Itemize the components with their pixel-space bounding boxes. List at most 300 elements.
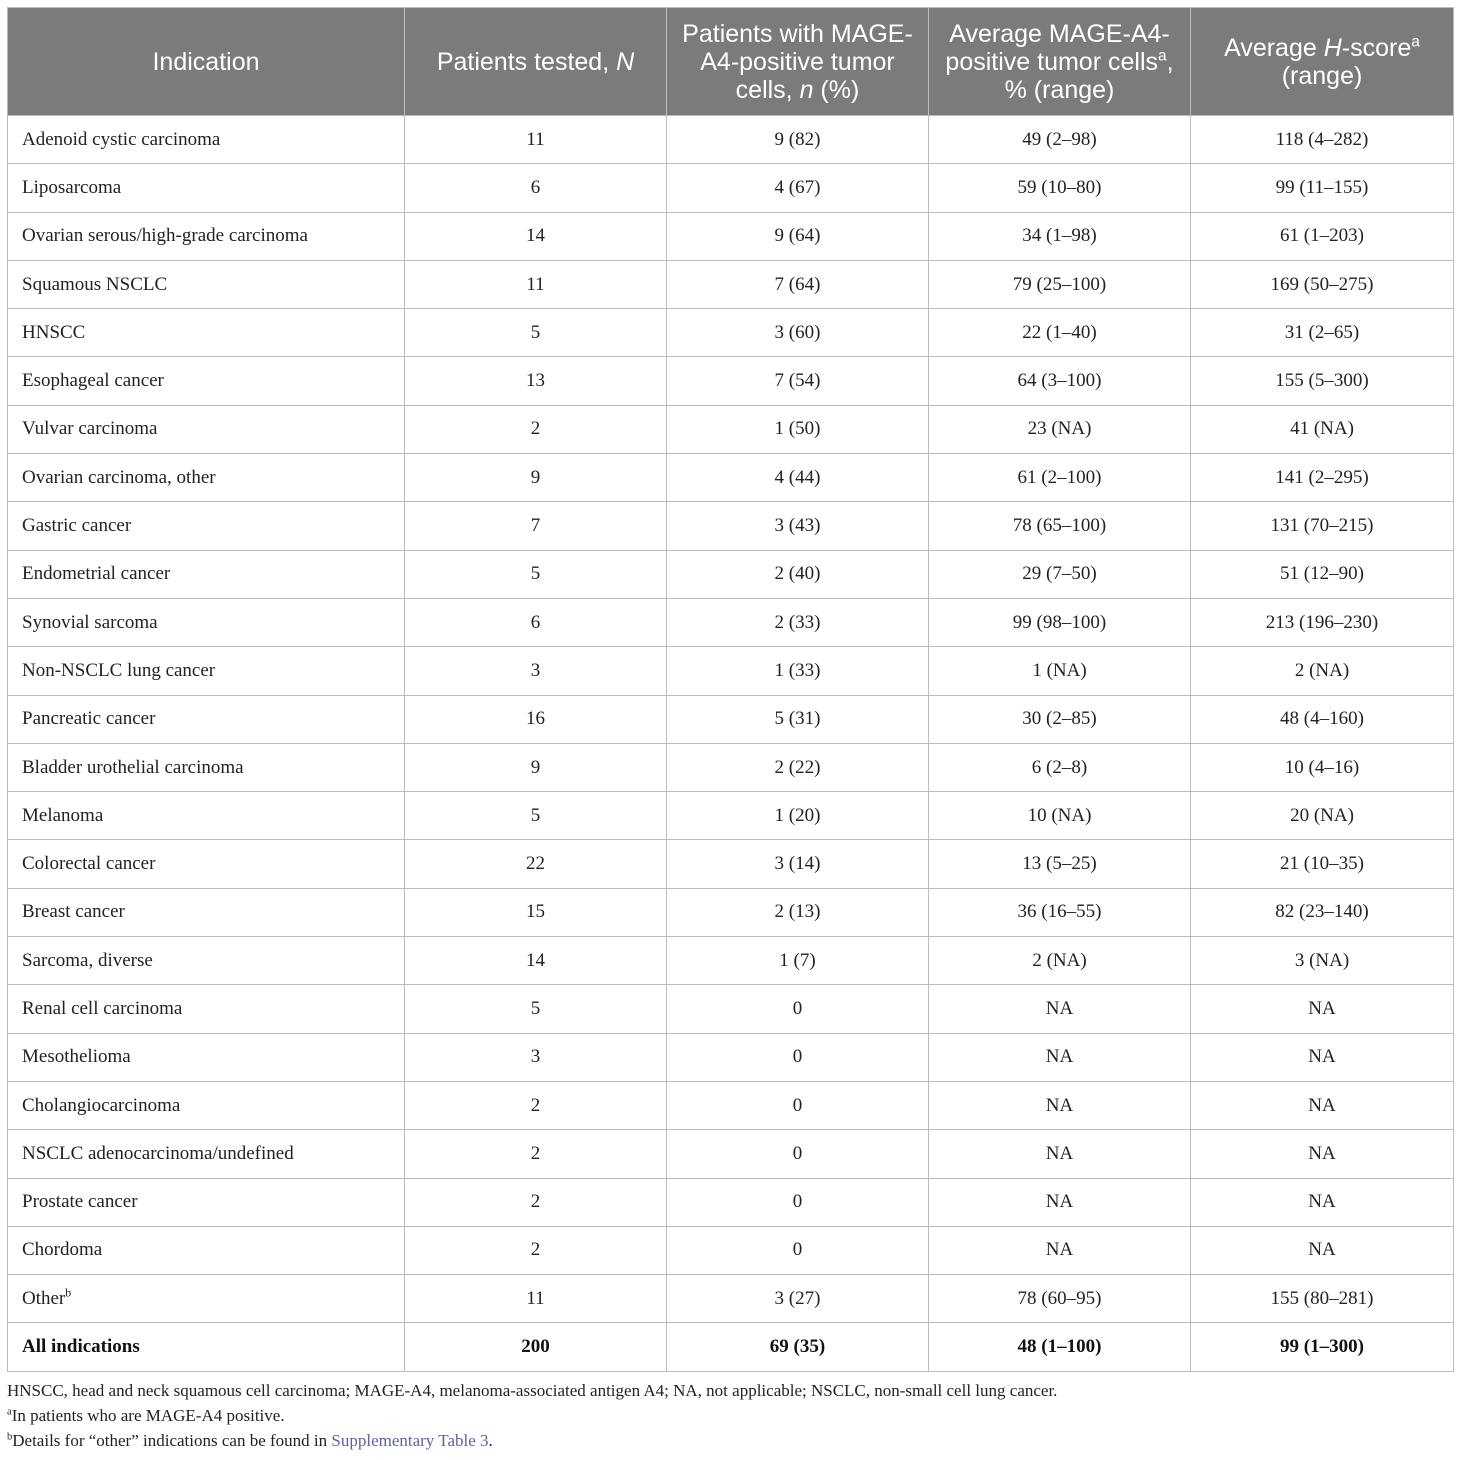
cell-avg-cells-text: 79 (25–100) [1012, 273, 1107, 295]
cell-h-score-text: 41 (NA) [1290, 418, 1354, 440]
cell-tested [405, 1226, 667, 1274]
cell-positive-text: 4 (44) [774, 466, 821, 488]
cell-avg-cells [929, 116, 1191, 164]
header-tested-text: Patients tested, [436, 47, 617, 76]
cell-indication-text: Esophageal cancer [22, 370, 164, 392]
table-row [8, 743, 1454, 791]
cell-tested-text: 6 [530, 176, 541, 198]
cell-avg-cells [929, 985, 1191, 1033]
cell-h-score-text: 213 (196–230) [1265, 611, 1379, 633]
cell-positive-text: 9 (64) [774, 225, 821, 247]
header-hscore-sup: a [1411, 33, 1420, 51]
cell-tested [405, 1033, 667, 1081]
header-hscore-mid: -score [1341, 33, 1412, 62]
cell-avg-cells [929, 1033, 1191, 1081]
cell-h-score-text: 61 (1–203) [1280, 225, 1364, 247]
cell-avg-cells-text: 64 (3–100) [1017, 370, 1102, 392]
table-row [8, 357, 1454, 405]
cell-indication [8, 405, 405, 453]
cell-tested-text: 2 [530, 1239, 541, 1261]
header-positive-italic: n [799, 75, 814, 104]
cell-avg-cells [929, 357, 1191, 405]
cell-tested [405, 1081, 667, 1129]
cell-h-score-text: 118 (4–282) [1275, 128, 1369, 150]
cell-avg-cells-text: NA [1045, 1191, 1074, 1213]
cell-h-score-text: 3 (NA) [1294, 949, 1350, 971]
cell-tested [405, 550, 667, 598]
cell-h-score [1191, 1081, 1454, 1129]
cell-h-score [1191, 840, 1454, 888]
cell-h-score [1191, 164, 1454, 212]
cell-tested-text: 3 [530, 1046, 541, 1068]
cell-indication-text: Liposarcoma [22, 176, 122, 198]
cell-indication-text: Synovial sarcoma [22, 611, 158, 633]
cell-positive-text: 1 (7) [779, 949, 816, 971]
cell-tested [405, 212, 667, 260]
cell-positive [667, 1226, 929, 1274]
table-row [8, 598, 1454, 646]
table-body [8, 116, 1454, 1372]
cell-positive [667, 164, 929, 212]
cell-positive [667, 212, 929, 260]
cell-tested-text: 14 [526, 225, 545, 247]
cell-avg-cells [929, 598, 1191, 646]
cell-indication [8, 1130, 405, 1178]
cell-avg-cells [929, 1275, 1191, 1323]
cell-tested [405, 840, 667, 888]
cell-h-score [1191, 309, 1454, 357]
cell-avg-cells-text: 59 (10–80) [1017, 176, 1102, 198]
cell-avg-cells [929, 454, 1191, 502]
header-hscore-text: Average [1224, 33, 1324, 62]
cell-positive-text: 2 (40) [774, 563, 821, 585]
cell-avg-cells-text: NA [1045, 1046, 1074, 1068]
cell-h-score-text: 31 (2–65) [1284, 321, 1360, 343]
header-patients-tested [405, 8, 667, 116]
cell-h-score-text: 10 (4–16) [1284, 756, 1360, 778]
cell-h-score [1191, 1130, 1454, 1178]
cell-avg-cells-text: 36 (16–55) [1017, 901, 1102, 923]
cell-tested-text: 22 [526, 853, 545, 875]
cell-h-score-text: 155 (5–300) [1275, 370, 1369, 392]
cell-positive-text: 3 (43) [774, 515, 821, 537]
cell-h-score [1191, 116, 1454, 164]
cell-tested [405, 309, 667, 357]
cell-indication [8, 937, 405, 985]
table-row [8, 888, 1454, 936]
cell-indication-text: Breast cancer [22, 901, 125, 923]
cell-tested-text: 2 [530, 1094, 541, 1116]
cell-h-score-text: NA [1308, 1191, 1336, 1213]
cell-tested-text: 2 [530, 418, 541, 440]
cell-h-score [1191, 502, 1454, 550]
cell-indication [8, 116, 405, 164]
cell-avg-cells-text: NA [1045, 1239, 1074, 1261]
cell-indication [8, 888, 405, 936]
cell-tested [405, 164, 667, 212]
cell-tested-text: 5 [530, 804, 541, 826]
cell-avg-cells [929, 888, 1191, 936]
cell-tested-text: 5 [530, 997, 541, 1019]
cell-tested-text: 16 [526, 708, 545, 730]
cell-positive-text: 9 (82) [774, 128, 821, 150]
cell-positive-text: 0 [792, 1142, 803, 1164]
table-row [8, 647, 1454, 695]
cell-tested [405, 743, 667, 791]
cell-avg-cells-text: 30 (2–85) [1022, 708, 1097, 730]
cell-tested [405, 888, 667, 936]
cell-tested [405, 937, 667, 985]
cell-avg-cells [929, 212, 1191, 260]
cell-positive [667, 116, 929, 164]
cell-h-score [1191, 1033, 1454, 1081]
cell-indication [8, 695, 405, 743]
cell-positive-text: 3 (14) [774, 853, 821, 875]
footnote-a [7, 1403, 1453, 1428]
cell-avg-cells [929, 260, 1191, 308]
cell-positive-text: 2 (22) [774, 756, 821, 778]
cell-avg-cells [929, 937, 1191, 985]
header-avg-cells-sup: a [1158, 47, 1167, 65]
cell-h-score [1191, 550, 1454, 598]
cell-indication-text: Gastric cancer [22, 515, 132, 537]
cell-avg-cells [929, 502, 1191, 550]
cell-tested-text: 9 [530, 756, 541, 778]
cell-tested [405, 1130, 667, 1178]
header-indication-text: Indication [152, 47, 260, 76]
cell-indication-text: Endometrial cancer [22, 563, 171, 585]
cell-positive [667, 357, 929, 405]
total-row [8, 1323, 1454, 1371]
cell-h-score [1191, 695, 1454, 743]
cell-tested [405, 792, 667, 840]
cell-indication [8, 647, 405, 695]
cell-avg-cells-text: 61 (2–100) [1017, 466, 1102, 488]
cell-avg-cells-text: 22 (1–40) [1022, 321, 1097, 343]
cell-positive [667, 1033, 929, 1081]
cell-avg-cells-text: NA [1045, 1142, 1074, 1164]
table-row [8, 502, 1454, 550]
cell-positive-text: 1 (20) [774, 804, 821, 826]
cell-positive [667, 888, 929, 936]
cell-h-score [1191, 985, 1454, 1033]
cell-avg-cells [929, 1226, 1191, 1274]
cell-h-score-text: 169 (50–275) [1270, 273, 1374, 295]
cell-avg-cells-text: NA [1045, 1094, 1074, 1116]
cell-tested-text: 5 [530, 321, 541, 343]
cell-tested [405, 598, 667, 646]
footnote-abbreviations: HNSCC, head and neck squamous cell carcinoma; MAGE-A4, melanoma-associated antigen A4; NA, not applicable; NSCLC, non-small cell lung cancer. [7, 1381, 1058, 1400]
cell-positive [667, 1081, 929, 1129]
table-row [8, 164, 1454, 212]
cell-indication-text: Mesothelioma [22, 1046, 131, 1068]
cell-h-score [1191, 212, 1454, 260]
cell-indication [8, 1033, 405, 1081]
cell-positive [667, 937, 929, 985]
cell-positive-text: 4 (67) [774, 176, 821, 198]
cell-indication [8, 840, 405, 888]
table-row [8, 454, 1454, 502]
cell-indication [8, 212, 405, 260]
cell-avg-cells [929, 792, 1191, 840]
cell-tested-text: 15 [526, 901, 545, 923]
cell-positive [667, 309, 929, 357]
cell-positive-text: 0 [792, 1191, 803, 1213]
cell-indication-text: NSCLC adenocarcinoma/undefined [22, 1142, 294, 1164]
cell-indication-text: Adenoid cystic carcinoma [22, 128, 221, 150]
footnote-b-text: Details for “other” indications can be found in [12, 1431, 332, 1450]
cell-positive [667, 454, 929, 502]
cell-avg-cells-text: 78 (60–95) [1017, 1287, 1102, 1309]
cell-indication-text: Squamous NSCLC [22, 273, 168, 295]
cell-h-score [1191, 1226, 1454, 1274]
cell-avg-cells-text: 49 (2–98) [1022, 128, 1097, 150]
cell-indication [8, 1226, 405, 1274]
cell-positive [667, 792, 929, 840]
cell-positive [667, 260, 929, 308]
cell-positive-text: 2 (13) [774, 901, 821, 923]
header-positive-text: Patients with MAGE-A4-positive tumor cells, [682, 19, 913, 104]
cell-avg-cells [929, 309, 1191, 357]
cell-positive-text: 3 (60) [774, 321, 821, 343]
header-avg-cells [929, 8, 1191, 116]
cell-tested-text: 3 [530, 659, 541, 681]
table-container [7, 7, 1453, 1372]
cell-indication-text: Melanoma [22, 804, 104, 826]
cell-indication [8, 1178, 405, 1226]
cell-positive [667, 1275, 929, 1323]
cell-h-score [1191, 743, 1454, 791]
footnote-b [7, 1428, 1453, 1453]
table-row [8, 405, 1454, 453]
cell-h-score [1191, 937, 1454, 985]
cell-h-score [1191, 260, 1454, 308]
cell-positive [667, 598, 929, 646]
cell-h-score-text: NA [1308, 1046, 1336, 1068]
cell-tested-text: 2 [530, 1191, 541, 1213]
cell-tested-text: 2 [530, 1142, 541, 1164]
footnote-a-text: In patients who are MAGE-A4 positive. [11, 1406, 285, 1425]
cell-avg-cells [929, 647, 1191, 695]
cell-h-score-text: 20 (NA) [1290, 804, 1354, 826]
cell-h-score-text: 131 (70–215) [1270, 515, 1374, 537]
header-h-score [1191, 8, 1454, 116]
cell-indication [8, 598, 405, 646]
cell-tested [405, 647, 667, 695]
cell-h-score-text: 82 (23–140) [1275, 901, 1369, 923]
cell-h-score [1191, 1275, 1454, 1323]
cell-indication [8, 1275, 405, 1323]
cell-avg-cells [929, 695, 1191, 743]
header-avg-cells-text: Average MAGE-A4-positive tumor cells [945, 19, 1170, 76]
table-row [8, 792, 1454, 840]
header-patients-positive [667, 8, 929, 116]
cell-indication-text: Bladder urothelial carcinoma [22, 756, 244, 778]
footnote-a-mark: a [7, 1406, 12, 1418]
cell-avg-cells [929, 550, 1191, 598]
cell-h-score [1191, 1178, 1454, 1226]
table-row [8, 695, 1454, 743]
cell-h-score [1191, 405, 1454, 453]
header-positive-suffix: (%) [813, 75, 860, 104]
cell-h-score-text: 141 (2–295) [1275, 466, 1369, 488]
cell-positive [667, 743, 929, 791]
table-row [8, 1081, 1454, 1129]
table-row [8, 1275, 1454, 1323]
cell-positive-text: 1 (33) [774, 659, 821, 681]
cell-positive [667, 985, 929, 1033]
cell-tested [405, 116, 667, 164]
cell-tested-text: 7 [530, 515, 541, 537]
cell-positive-text: 7 (54) [774, 370, 821, 392]
table-row [8, 260, 1454, 308]
cell-indication-text: Pancreatic cancer [22, 708, 156, 730]
cell-indication [8, 357, 405, 405]
cell-positive: 69 (35) [667, 1323, 929, 1371]
cell-avg-cells-text: 78 (65–100) [1012, 515, 1107, 537]
cell-indication [8, 454, 405, 502]
cell-h-score: 99 (1–300) [1191, 1323, 1454, 1371]
header-tested-italic: N [616, 47, 635, 76]
cell-tested-text: 11 [526, 128, 545, 150]
cell-tested [405, 695, 667, 743]
cell-tested [405, 405, 667, 453]
header-avg-cells-suffix: , % (range) [1004, 47, 1174, 104]
cell-avg-cells-text: 29 (7–50) [1022, 563, 1097, 585]
cell-tested [405, 502, 667, 550]
cell-positive [667, 502, 929, 550]
cell-positive-text: 7 (64) [774, 273, 821, 295]
cell-h-score-text: NA [1308, 1142, 1336, 1164]
cell-positive [667, 1130, 929, 1178]
cell-indication-text: Ovarian serous/high-grade carcinoma [22, 225, 308, 247]
cell-positive-text: 0 [792, 1046, 803, 1068]
cell-avg-cells-text: 13 (5–25) [1022, 853, 1097, 875]
cell-positive-text: 0 [792, 1094, 803, 1116]
cell-positive [667, 550, 929, 598]
table-row [8, 937, 1454, 985]
cell-avg-cells-text: 2 (NA) [1032, 949, 1087, 971]
cell-h-score-text: 48 (4–160) [1280, 708, 1364, 730]
header-row [8, 8, 1454, 116]
table-row [8, 1033, 1454, 1081]
table-row [8, 309, 1454, 357]
cell-h-score-text: 2 (NA) [1294, 659, 1350, 681]
header-hscore-italic: H [1323, 33, 1342, 62]
cell-tested-text: 11 [526, 1287, 545, 1309]
cell-indication: All indications [8, 1323, 405, 1371]
cell-positive-text: 5 (31) [774, 708, 821, 730]
cell-h-score [1191, 888, 1454, 936]
cell-tested [405, 260, 667, 308]
cell-avg-cells: 48 (1–100) [929, 1323, 1191, 1371]
header-indication [8, 8, 405, 116]
cell-avg-cells [929, 1081, 1191, 1129]
cell-avg-cells-text: 6 (2–8) [1031, 756, 1088, 778]
cell-avg-cells [929, 743, 1191, 791]
cell-indication-text: Renal cell carcinoma [22, 997, 183, 1019]
cell-tested-text: 13 [526, 370, 545, 392]
cell-h-score-text: NA [1308, 1094, 1336, 1116]
cell-h-score-text: 155 (80–281) [1270, 1287, 1374, 1309]
cell-indication-text: HNSCC [22, 321, 86, 343]
cell-indication [8, 1081, 405, 1129]
cell-tested-text: 9 [530, 466, 541, 488]
cell-indication [8, 502, 405, 550]
cell-h-score [1191, 598, 1454, 646]
table-row [8, 1178, 1454, 1226]
cell-h-score [1191, 357, 1454, 405]
supplementary-table-link[interactable]: Supplementary Table 3 [331, 1431, 489, 1450]
cell-avg-cells-text: 99 (98–100) [1012, 611, 1107, 633]
cell-h-score [1191, 454, 1454, 502]
cell-tested-text: 5 [530, 563, 541, 585]
cell-tested [405, 985, 667, 1033]
cell-indication [8, 743, 405, 791]
cell-tested [405, 454, 667, 502]
cell-indication-text: Ovarian carcinoma, other [22, 466, 216, 488]
cell-tested-text: 6 [530, 611, 541, 633]
cell-h-score-text: NA [1308, 1239, 1336, 1261]
cell-avg-cells-text: 1 (NA) [1032, 659, 1087, 681]
cell-positive-text: 2 (33) [774, 611, 821, 633]
cell-avg-cells [929, 164, 1191, 212]
cell-tested-text: 11 [526, 273, 545, 295]
cell-positive-text: 0 [792, 1239, 803, 1261]
cell-indication [8, 260, 405, 308]
footnote-b-end: . [488, 1431, 493, 1450]
cell-indication [8, 309, 405, 357]
cell-positive-text: 0 [792, 997, 803, 1019]
table-row [8, 1226, 1454, 1274]
cell-avg-cells [929, 840, 1191, 888]
cell-indication [8, 792, 405, 840]
cell-indication [8, 985, 405, 1033]
cell-h-score [1191, 647, 1454, 695]
cell-avg-cells-text: 10 (NA) [1027, 804, 1092, 826]
cell-indication-text: Chordoma [22, 1239, 103, 1261]
cell-indication-text: Vulvar carcinoma [22, 418, 158, 440]
cell-indication-text: Sarcoma, diverse [22, 949, 153, 971]
table-row [8, 116, 1454, 164]
header-hscore-suffix: (range) [1281, 61, 1363, 90]
cell-positive [667, 405, 929, 453]
cell-indication-text: Prostate cancer [22, 1191, 138, 1213]
cell-indication-text: Colorectal cancer [22, 853, 156, 875]
cell-indication [8, 164, 405, 212]
cell-positive [667, 695, 929, 743]
cell-tested [405, 1178, 667, 1226]
cell-tested: 200 [405, 1323, 667, 1371]
cell-h-score [1191, 792, 1454, 840]
cell-indication-text: Other [22, 1287, 66, 1309]
mage-a4-table [7, 7, 1454, 1372]
cell-h-score-text: NA [1308, 997, 1336, 1019]
cell-positive [667, 647, 929, 695]
cell-avg-cells-text: 34 (1–98) [1022, 225, 1097, 247]
table-row [8, 550, 1454, 598]
cell-avg-cells-text: 23 (NA) [1027, 418, 1092, 440]
indication-footnote-mark: b [65, 1286, 72, 1300]
cell-h-score-text: 51 (12–90) [1280, 563, 1364, 585]
cell-tested-text: 14 [526, 949, 545, 971]
cell-positive [667, 1178, 929, 1226]
cell-indication [8, 550, 405, 598]
cell-avg-cells [929, 405, 1191, 453]
cell-tested [405, 1275, 667, 1323]
cell-avg-cells-text: NA [1045, 997, 1074, 1019]
cell-positive [667, 840, 929, 888]
